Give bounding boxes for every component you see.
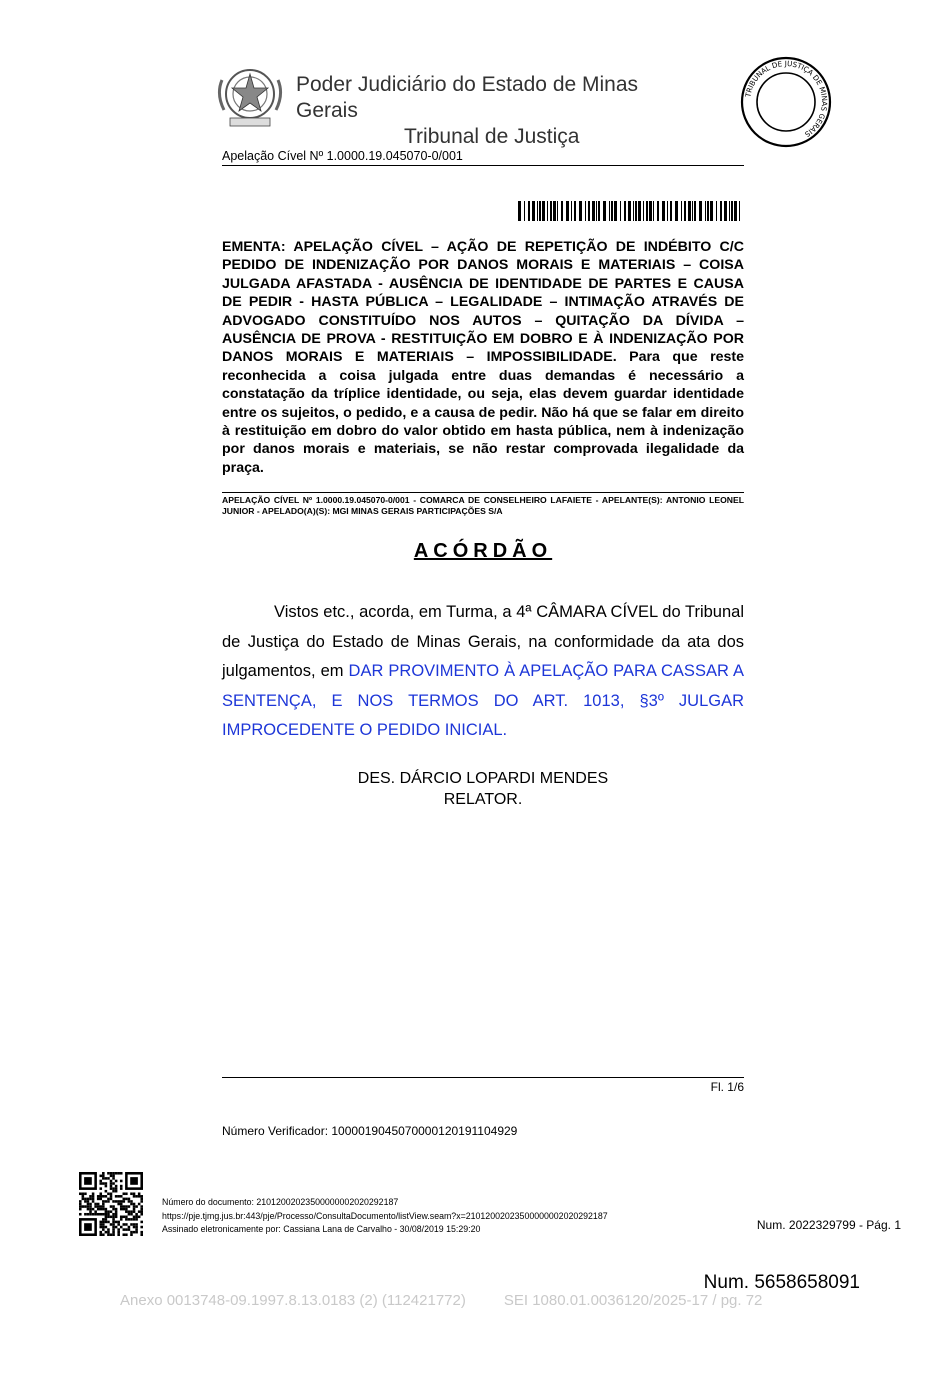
barcode xyxy=(518,201,744,221)
acordao-body xyxy=(222,598,744,746)
signer-name: DES. DÁRCIO LOPARDI MENDES xyxy=(357,770,609,787)
court-name: Poder Judiciário do Estado de Minas Gerais xyxy=(296,73,639,122)
footer-divider xyxy=(222,1077,744,1078)
signed-by: Assinado eletronicamente por: Cassiana Lana de Carvalho - 30/08/2019 15:29:20 xyxy=(162,1224,481,1235)
ementa-summary: EMENTA: APELAÇÃO CÍVEL – AÇÃO DE REPETIÇÃO DE INDÉBITO C/C PEDIDO DE INDENIZAÇÃO POR DANOS MORAIS E MATERIAIS – COISA JULGADA AFASTADA - AUSÊNCIA DE IDENTIDADE DE PARTES E CAUSA DE PEDIR - HASTA PÚBLICA – LEGALIDADE – INTIMAÇÃO ATRAVÉS DE ADVOGADO CONSTITUÍDO NOS AUTOS – QUITAÇÃO DA DÍVIDA – AUSÊNCIA DE PROVA - RESTITUIÇÃO EM DOBRO E À INDENIZAÇÃO POR DANOS MORAIS E MATERIAIS – IMPOSSIBILIDADE. Para que reste reconhecida a coisa julgada entre duas demandas é necessário a constatação da tríplice identidade, ou seja, elas devem guardar identidade entre os sujeitos, o pedido, e a causa de pedir. Não há que se falar em direito à restituição em dobro do valor obtido em hasta pública, nem à indenização por danos morais e materiais, se não restar comprovada ilegalidade da praça. xyxy=(222,239,744,476)
acordao-title: ACÓRDÃO xyxy=(413,540,553,562)
sei-reference: SEI 1080.01.0036120/2025-17 / pg. 72 xyxy=(503,1292,763,1309)
signer-role: RELATOR. xyxy=(443,791,523,808)
signer-block xyxy=(222,768,744,810)
court-seal-stamp xyxy=(740,56,832,148)
seal-text: TRIBUNAL DE JUSTIÇA DE MINAS GERAIS xyxy=(743,58,830,139)
num-reference-large: Num. 5658658091 xyxy=(703,1272,860,1293)
document-number: Número do documento: 21012002023500000002020292187 xyxy=(162,1197,399,1207)
court-header-title xyxy=(296,72,696,150)
process-number-line: Apelação Cível Nº 1.0000.19.045070-0/001 xyxy=(222,149,744,166)
verifier-number: Número Verificador: 1000019045070000120191104929 xyxy=(222,1124,518,1138)
case-info: APELAÇÃO CÍVEL Nº 1.0000.19.045070-0/001 - COMARCA DE CONSELHEIRO LAFAIETE - APELANTE(S): ANTONIO LEONEL JUNIOR - APELADO(A)(S): MGI MINAS GERAIS PARTICIPAÇÕES S/A xyxy=(222,492,744,516)
qr-code xyxy=(79,1172,143,1236)
document-url[interactable]: https://pje.tjmg.jus.br:443/pje/Processo/ConsultaDocumento/listView.seam?x=21012002023500000002020292187 xyxy=(162,1210,608,1221)
court-subtitle: Tribunal de Justiça xyxy=(404,125,580,148)
anexo-reference: Anexo 0013748-09.1997.8.13.0183 (2) (112421772) xyxy=(120,1292,466,1309)
body-plain-text: Vistos etc., acorda, em Turma, a 4ª CÂMARA CÍVEL do Tribunal de Justiça do Estado de Minas Gerais, na conformidade da ata dos julgamentos, em xyxy=(222,603,744,681)
page-indicator: Fl. 1/6 xyxy=(710,1080,744,1094)
num-page-reference: Num. 2022329799 - Pág. 1 xyxy=(756,1218,901,1232)
coat-of-arms-logo xyxy=(212,60,288,134)
document-metadata xyxy=(162,1196,608,1237)
decision-text: DAR PROVIMENTO À APELAÇÃO PARA CASSAR A SENTENÇA, E NOS TERMOS DO ART. 1013, §3º JULGAR IMPROCEDENTE O PEDIDO INICIAL. xyxy=(222,662,744,740)
attachment-watermark xyxy=(120,1292,820,1309)
